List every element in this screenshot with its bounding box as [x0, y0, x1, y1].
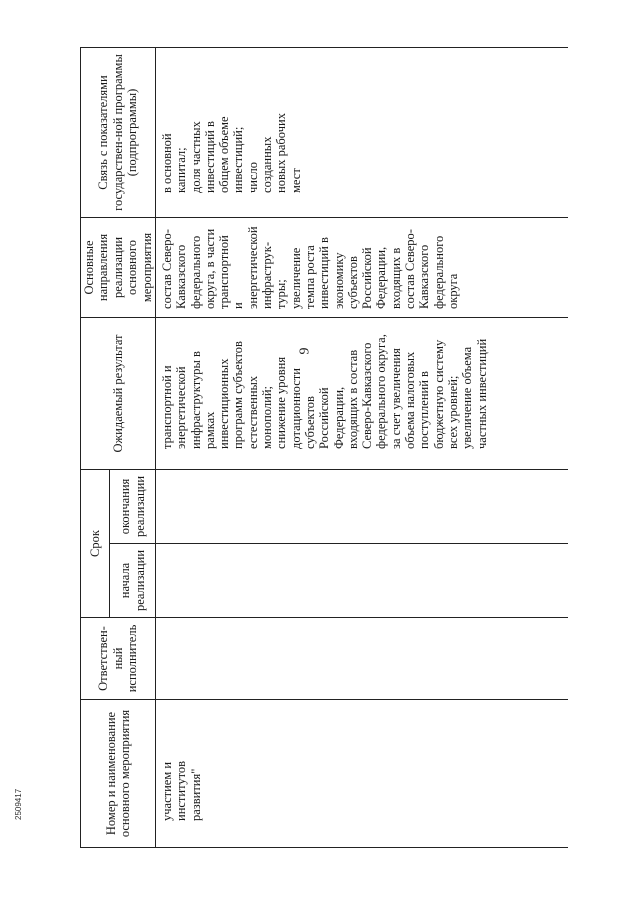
rotated-table-container: [80, 48, 560, 848]
cell-expected-result: транспортной и энергетической инфраструктуры в рамках инвестиционных программ субъектов естественных монополий; снижение уровня дотационности субъектов Российской Федерации, входящих в состав Северо-Кавказского федерального округа, за счет увеличения объема налоговых поступлений в бюджетную систему всех уровней; увеличение объема частных инвестиций: [156, 317, 569, 469]
header-link-indicators: Связь с показателями государствен-ной программы (подпрограммы): [81, 47, 156, 217]
page-number: 9: [297, 347, 313, 355]
cell-responsible: [156, 618, 569, 700]
cell-start: [156, 544, 569, 618]
header-end: окончания реализации: [110, 469, 156, 543]
header-start: начала реализации: [110, 544, 156, 618]
header-responsible: Ответствен-ный исполнитель: [81, 618, 156, 700]
cell-activity: участием и институтов развития": [156, 700, 569, 848]
document-code: 2509417: [14, 788, 23, 820]
program-table: [80, 47, 568, 848]
header-activity: Номер и наименование основного мероприятия: [81, 700, 156, 848]
header-expected-result: Ожидаемый результат: [81, 317, 156, 469]
cell-end: [156, 469, 569, 543]
header-directions: Основные направления реализации основного мероприятия: [81, 217, 156, 317]
cell-link-indicators: в основной капитал; доля частных инвестиций в общем объеме инвестиций; число созданных новых рабочих мест: [156, 47, 569, 217]
cell-directions: состав Северо- Кавказского федерального округа, в части транспортной и энергетической инфраструк- туры; увеличение темпа роста инвестиций в экономику субъектов Российской Федерации, входящих в состав Северо- Кавказского федерального округа: [156, 217, 569, 317]
table-row: [156, 47, 569, 847]
header-term: Срок: [81, 469, 110, 617]
